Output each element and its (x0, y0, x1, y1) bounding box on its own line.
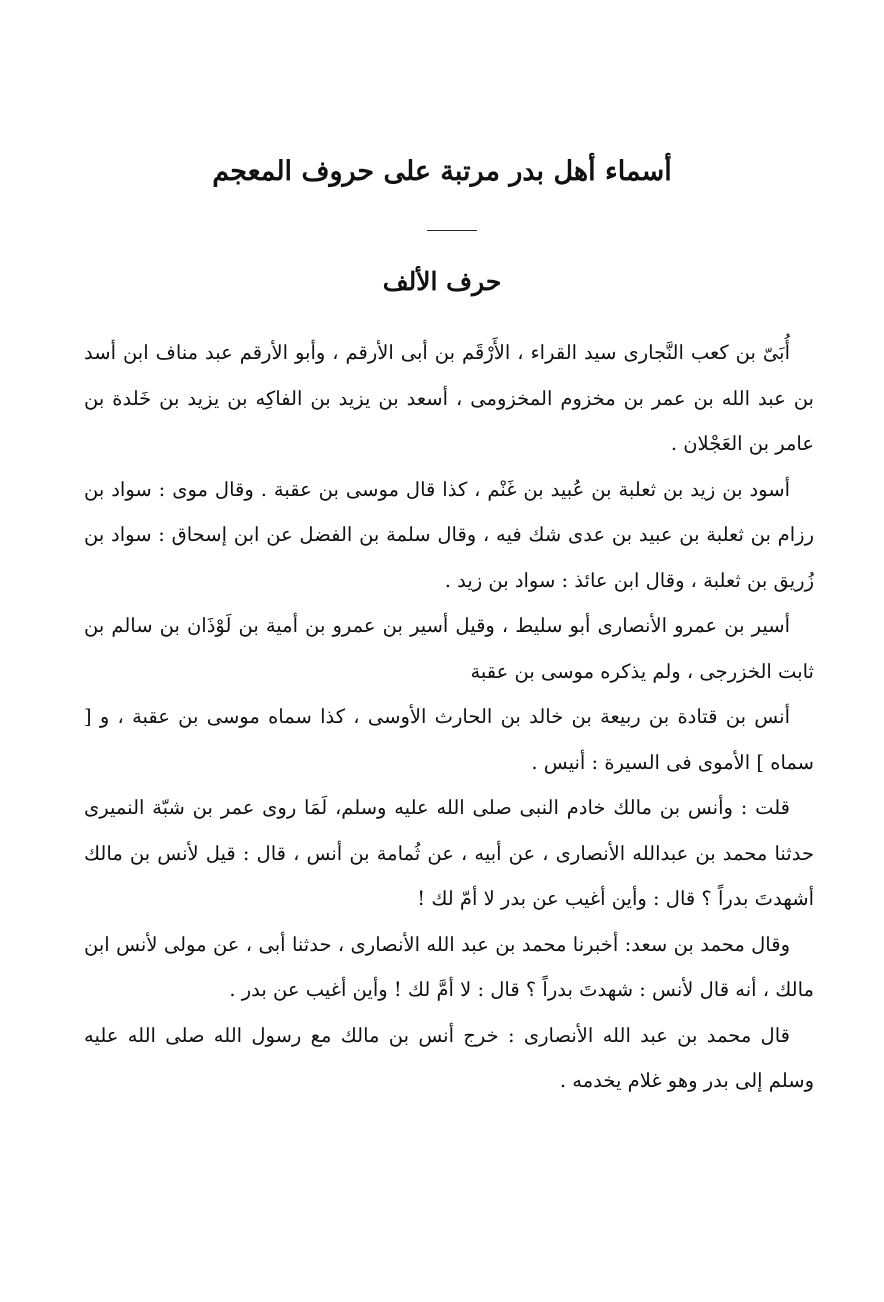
paragraph: أُبَىّ بن كعب النَّجارى سيد القراء ، الأَرْقَم بن أبى الأرقم ، وأبو الأرقم عبد مناف ابن أسد بن عبد الله بن عمر بن مخزوم المخزومى ، أسعد بن يزيد بن الفاكِه بن يزيد بن خَلدة بن عامر بن العَجْلان . (84, 341, 814, 455)
paragraph: قلت : وأنس بن مالك خادم النبى صلى الله عليه وسلم، لَمَا روى عمر بن شبّة النميرى حدثنا محمد بن عبدالله الأنصارى ، عن أبيه ، عن ثُمامة بن أنس ، قال : قيل لأنس بن مالك أشهدتَ بدراً ؟ قال : وأين أغيب عن بدر لا أمّ لك ! (84, 796, 814, 910)
section-heading: حرف الألف (382, 267, 502, 296)
title-divider (427, 230, 477, 231)
paragraph: وقال محمد بن سعد: أخبرنا محمد بن عبد الله الأنصارى ، حدثنا أبى ، عن مولى لأنس ابن مالك ، أنه قال لأنس : شهدتَ بدراً ؟ قال : لا أمَّ لك ! وأين أغيب عن بدر . (84, 932, 814, 1001)
paragraph: أنس بن قتادة بن ربيعة بن خالد بن الحارث الأوسى ، كذا سماه موسى بن عقبة ، و [ سماه ] الأموى فى السيرة : أنيس . (84, 705, 814, 774)
paragraph: أسير بن عمرو الأنصارى أبو سليط ، وقيل أسير بن عمرو بن أمية بن لَوْذَان بن سالم بن ثابت الخزرجى ، ولم يذكره موسى بن عقبة (84, 614, 814, 683)
paragraph: قال محمد بن عبد الله الأنصارى : خرج أنس بن مالك مع رسول الله صلى الله عليه وسلم إلى بدر وهو غلام يخدمه . (84, 1023, 814, 1092)
body-text (84, 330, 814, 1104)
page-title: أسماء أهل بدر مرتبة على حروف المعجم (212, 156, 672, 187)
paragraph: أسود بن زيد بن ثعلبة بن عُبيد بن غَنْم ، كذا قال موسى بن عقبة . وقال موى : سواد بن رزام بن ثعلبة بن عبيد بن عدى شك فيه ، وقال سلمة بن الفضل عن ابن إسحاق : سواد بن زُريق بن ثعلبة ، وقال ابن عائذ : سواد بن زيد . (84, 477, 814, 592)
